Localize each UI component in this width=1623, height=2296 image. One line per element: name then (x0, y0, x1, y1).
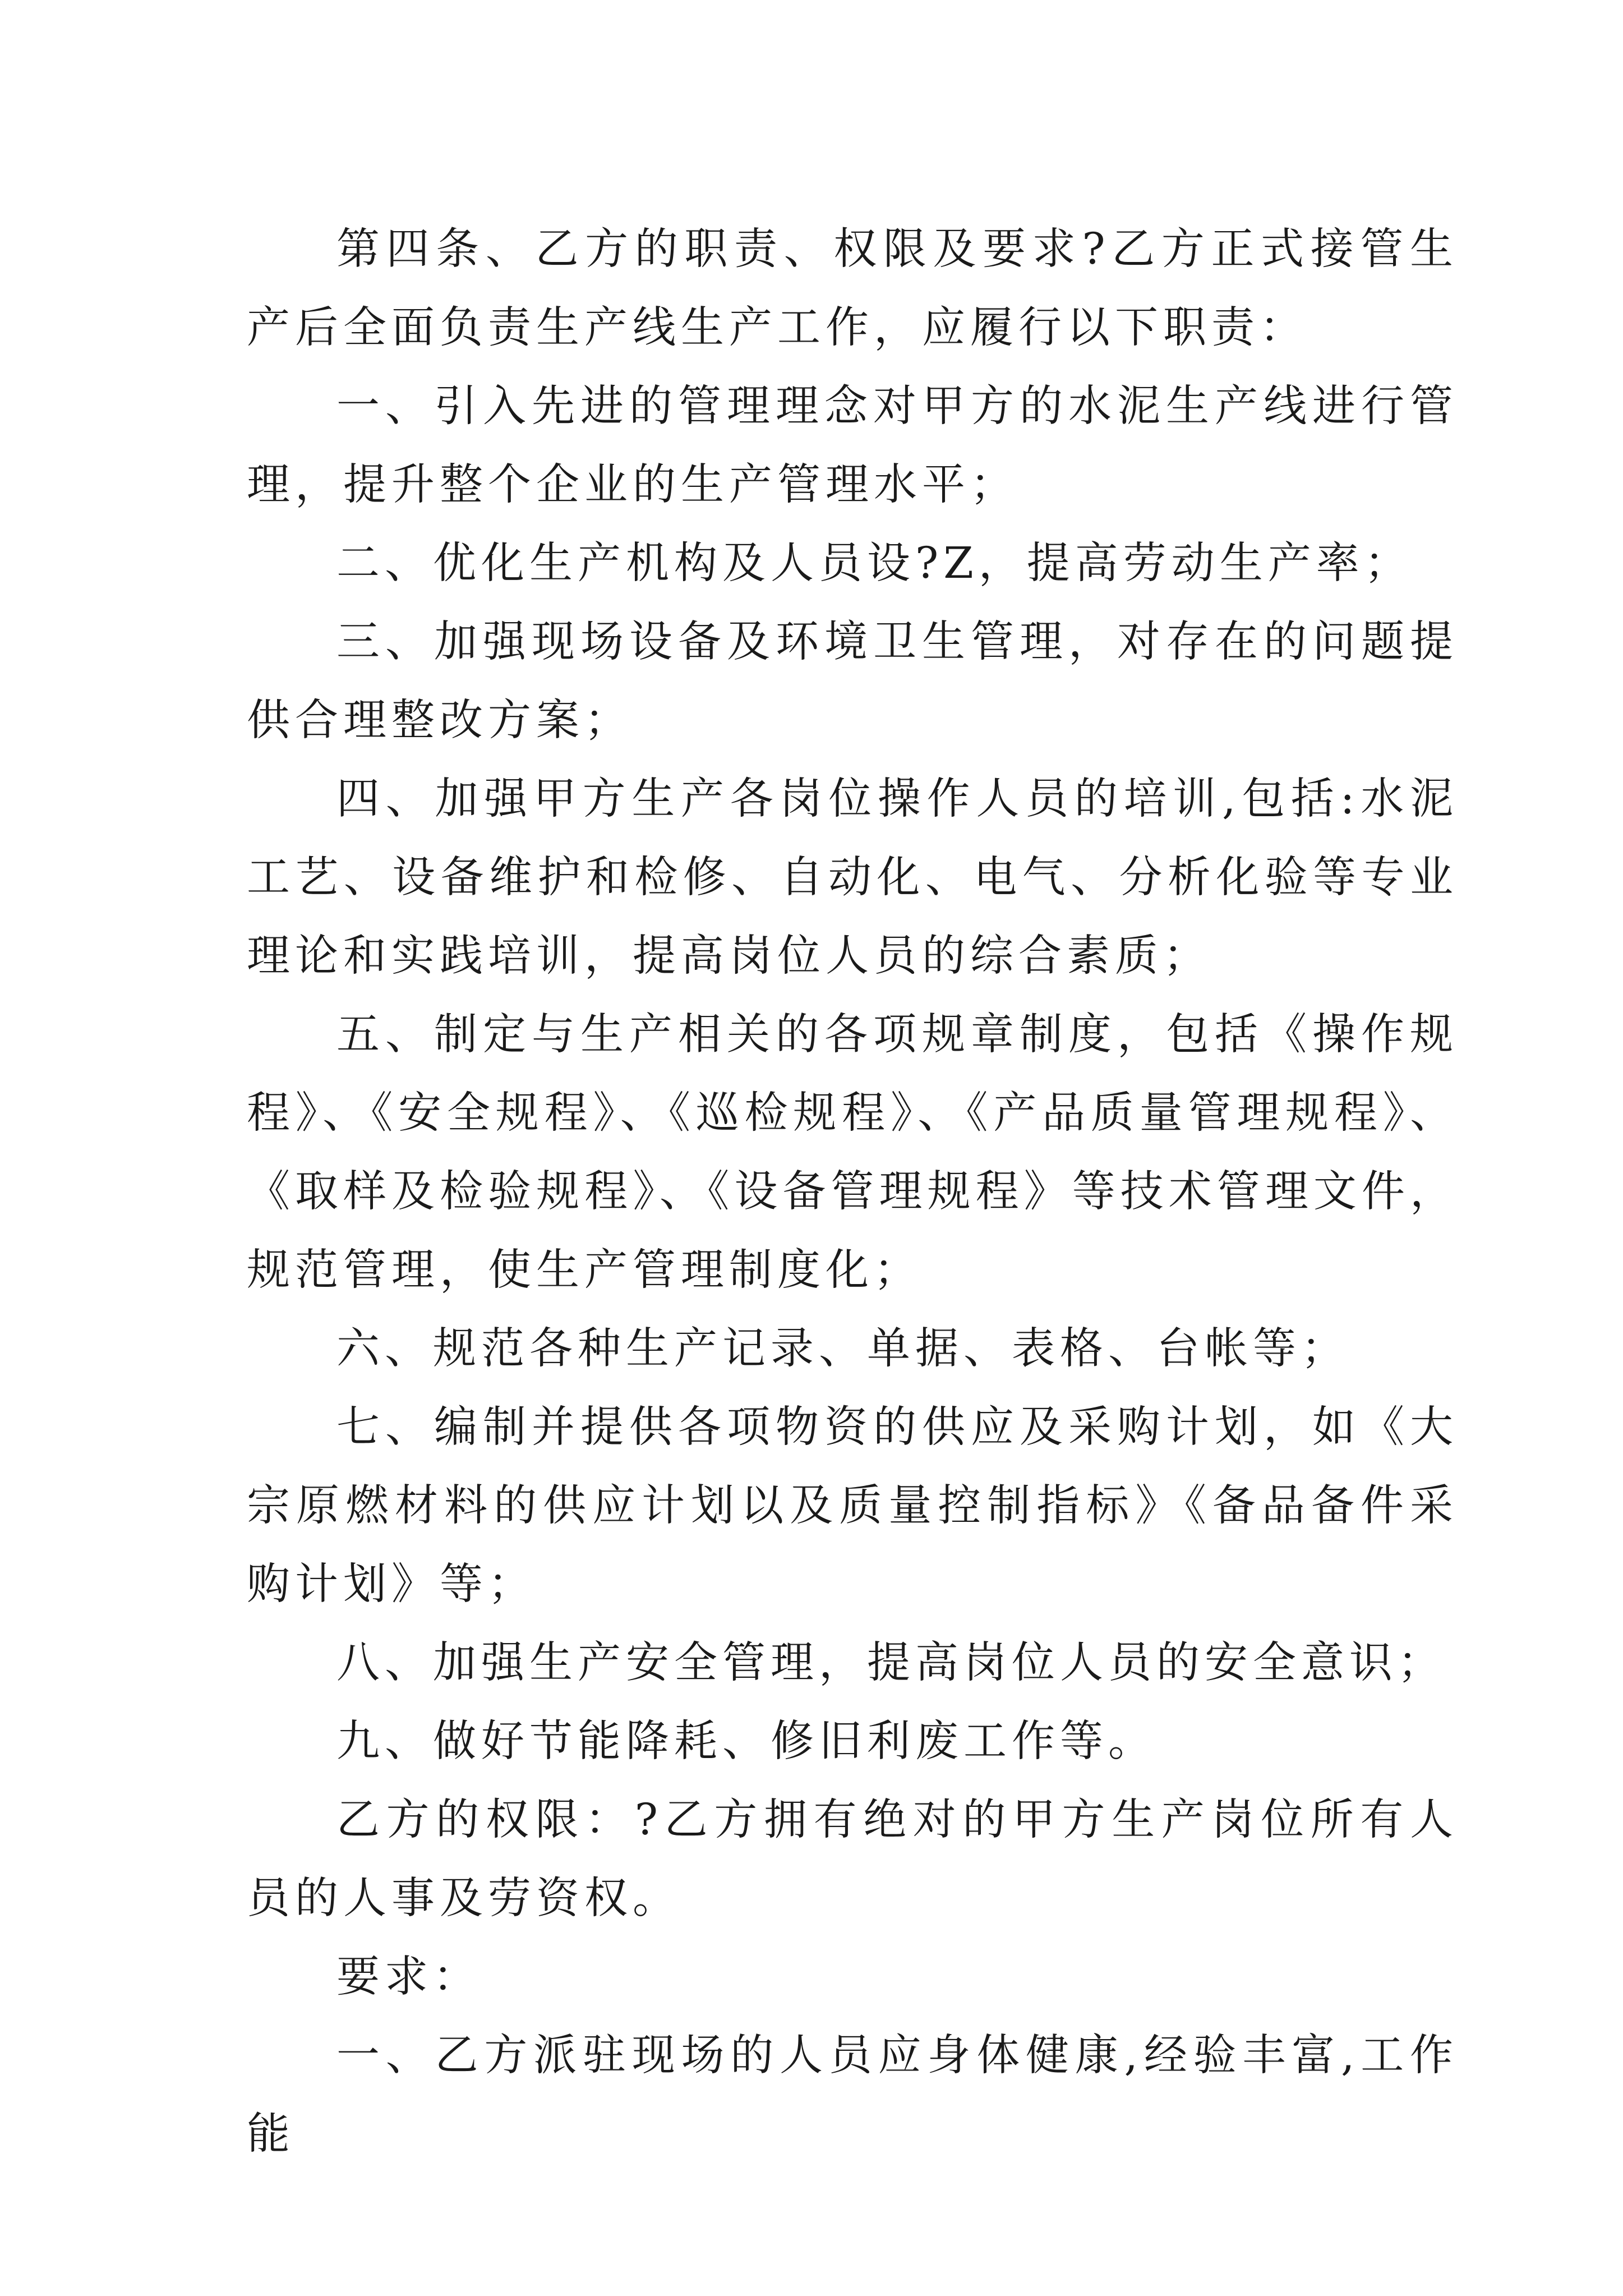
paragraph-duty-4: 四、加强甲方生产各岗位操作人员的培训,包括:水泥工艺、设备维护和检修、自动化、电气、分析化验等专业理论和实践培训，提高岗位人员的综合素质； (247, 774, 1458, 981)
document-body (247, 210, 1458, 2174)
paragraph-duty-2: 二、优化生产机构及人员设?Z，提高劳动生产率； (336, 539, 1413, 588)
paragraph-duty-1: 一、引入先进的管理理念对甲方的水泥生产线进行管理，提升整个企业的生产管理水平； (247, 381, 1458, 510)
paragraph-requirement-1: 一、乙方派驻现场的人员应身体健康,经验丰富,工作能 (247, 2031, 1458, 2159)
paragraph-duty-7: 七、编制并提供各项物资的供应及采购计划，如《大宗原燃材料的供应计划以及质量控制指标》《备品备件采购计划》等； (247, 1402, 1458, 1609)
paragraph-duty-5: 五、制定与生产相关的各项规章制度，包括《操作规程》、《安全规程》、《巡检规程》、《产品质量管理规程》、《取样及检验规程》、《设备管理规程》等技术管理文件，规范管理，使生产管理制度化； (247, 1010, 1458, 1295)
paragraph-duty-3: 三、加强现场设备及环境卫生管理，对存在的问题提供合理整改方案； (247, 617, 1458, 746)
paragraph-requirements-heading: 要求： (336, 1952, 481, 2002)
paragraph-duty-8: 八、加强生产安全管理，提高岗位人员的安全意识； (336, 1638, 1446, 1688)
paragraph-duty-6: 六、规范各种生产记录、单据、表格、台帐等； (336, 1324, 1349, 1374)
paragraph-authority: 乙方的权限：?乙方拥有绝对的甲方生产岗位所有人员的人事及劳资权。 (247, 1795, 1458, 1924)
paragraph-duty-9: 九、做好节能降耗、修旧利废工作等。 (336, 1717, 1156, 1766)
paragraph-article-4-intro: 第四条、乙方的职责、权限及要求?乙方正式接管生产后全面负责生产线生产工作，应履行以下职责： (247, 224, 1458, 353)
